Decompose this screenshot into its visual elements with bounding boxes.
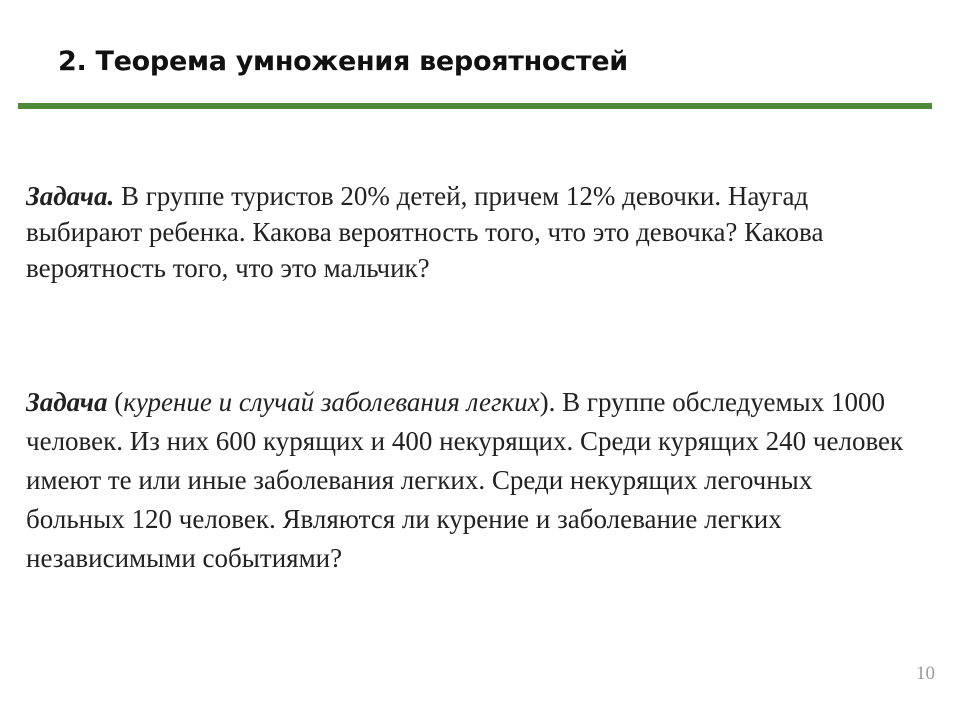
problem-1 (26, 178, 906, 286)
problem-1-label: Задача. (26, 181, 115, 211)
problem-2-paren-open: ( (107, 387, 124, 417)
problem-2-label: Задача (26, 387, 108, 417)
page-number: 10 (916, 663, 935, 684)
title-divider (18, 103, 932, 109)
slide-title: 2. Теорема умножения вероятностей (58, 46, 628, 77)
problem-2-text: В группе обследуемых 1000 человек. Из них 600 курящих и 400 некурящих. Среди курящих 240 человек имеют те или иные заболевания легких. Среди некурящих легочных больных 120 человек. Являются ли курение и заболевание легких независимыми событиями? (26, 387, 904, 573)
problem-2-paren-close: ). (539, 387, 563, 417)
problem-2-subtitle: курение и случай заболевания легких (123, 387, 540, 417)
problem-2 (26, 383, 906, 578)
problem-1-text: В группе туристов 20% детей, причем 12% девочки. Наугад выбирают ребенка. Какова вероятность того, что это девочка? Какова вероятность того, что это мальчик? (26, 181, 824, 283)
